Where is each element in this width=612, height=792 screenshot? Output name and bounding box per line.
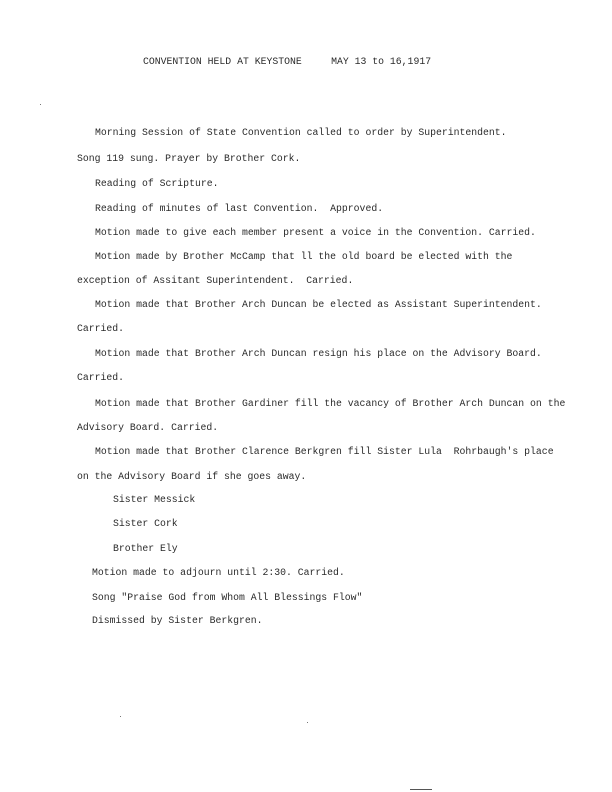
text-line: Song "Praise God from Whom All Blessings Flow" xyxy=(92,592,363,603)
document-heading: CONVENTION HELD AT KEYSTONE MAY 13 to 16,1917 xyxy=(143,56,432,67)
scan-mark xyxy=(410,789,432,790)
text-line: Song 119 sung. Prayer by Brother Cork. xyxy=(77,153,301,164)
text-line: Motion made that Brother Clarence Berkgren fill Sister Lula Rohrbaugh's place xyxy=(95,446,554,457)
text-line: on the Advisory Board if she goes away. xyxy=(77,471,307,482)
text-line: Motion made that Brother Arch Duncan resign his place on the Advisory Board. xyxy=(95,348,542,359)
scan-speck xyxy=(307,722,308,723)
text-line: Motion made by Brother McCamp that ll the old board be elected with the xyxy=(95,251,513,262)
scan-speck xyxy=(40,104,41,105)
text-line: Morning Session of State Convention called to order by Superintendent. xyxy=(95,127,507,138)
text-line: Motion made that Brother Gardiner fill the vacancy of Brother Arch Duncan on the xyxy=(95,398,566,409)
scan-speck xyxy=(120,716,121,717)
text-line: Motion made to adjourn until 2:30. Carried. xyxy=(92,567,345,578)
list-item: Brother Ely xyxy=(113,543,178,554)
list-item: Sister Messick xyxy=(113,494,196,505)
text-line: exception of Assitant Superintendent. Carried. xyxy=(77,275,354,286)
text-line: Reading of Scripture. xyxy=(95,178,219,189)
text-line: Advisory Board. Carried. xyxy=(77,422,219,433)
text-line: Motion made to give each member present a voice in the Convention. Carried. xyxy=(95,227,536,238)
list-item: Sister Cork xyxy=(113,518,178,529)
text-line: Carried. xyxy=(77,372,125,383)
text-line: Reading of minutes of last Convention. Approved. xyxy=(95,203,384,214)
text-line: Dismissed by Sister Berkgren. xyxy=(92,615,263,626)
text-line: Motion made that Brother Arch Duncan be elected as Assistant Superintendent. xyxy=(95,299,542,310)
text-line: Carried. xyxy=(77,323,125,334)
